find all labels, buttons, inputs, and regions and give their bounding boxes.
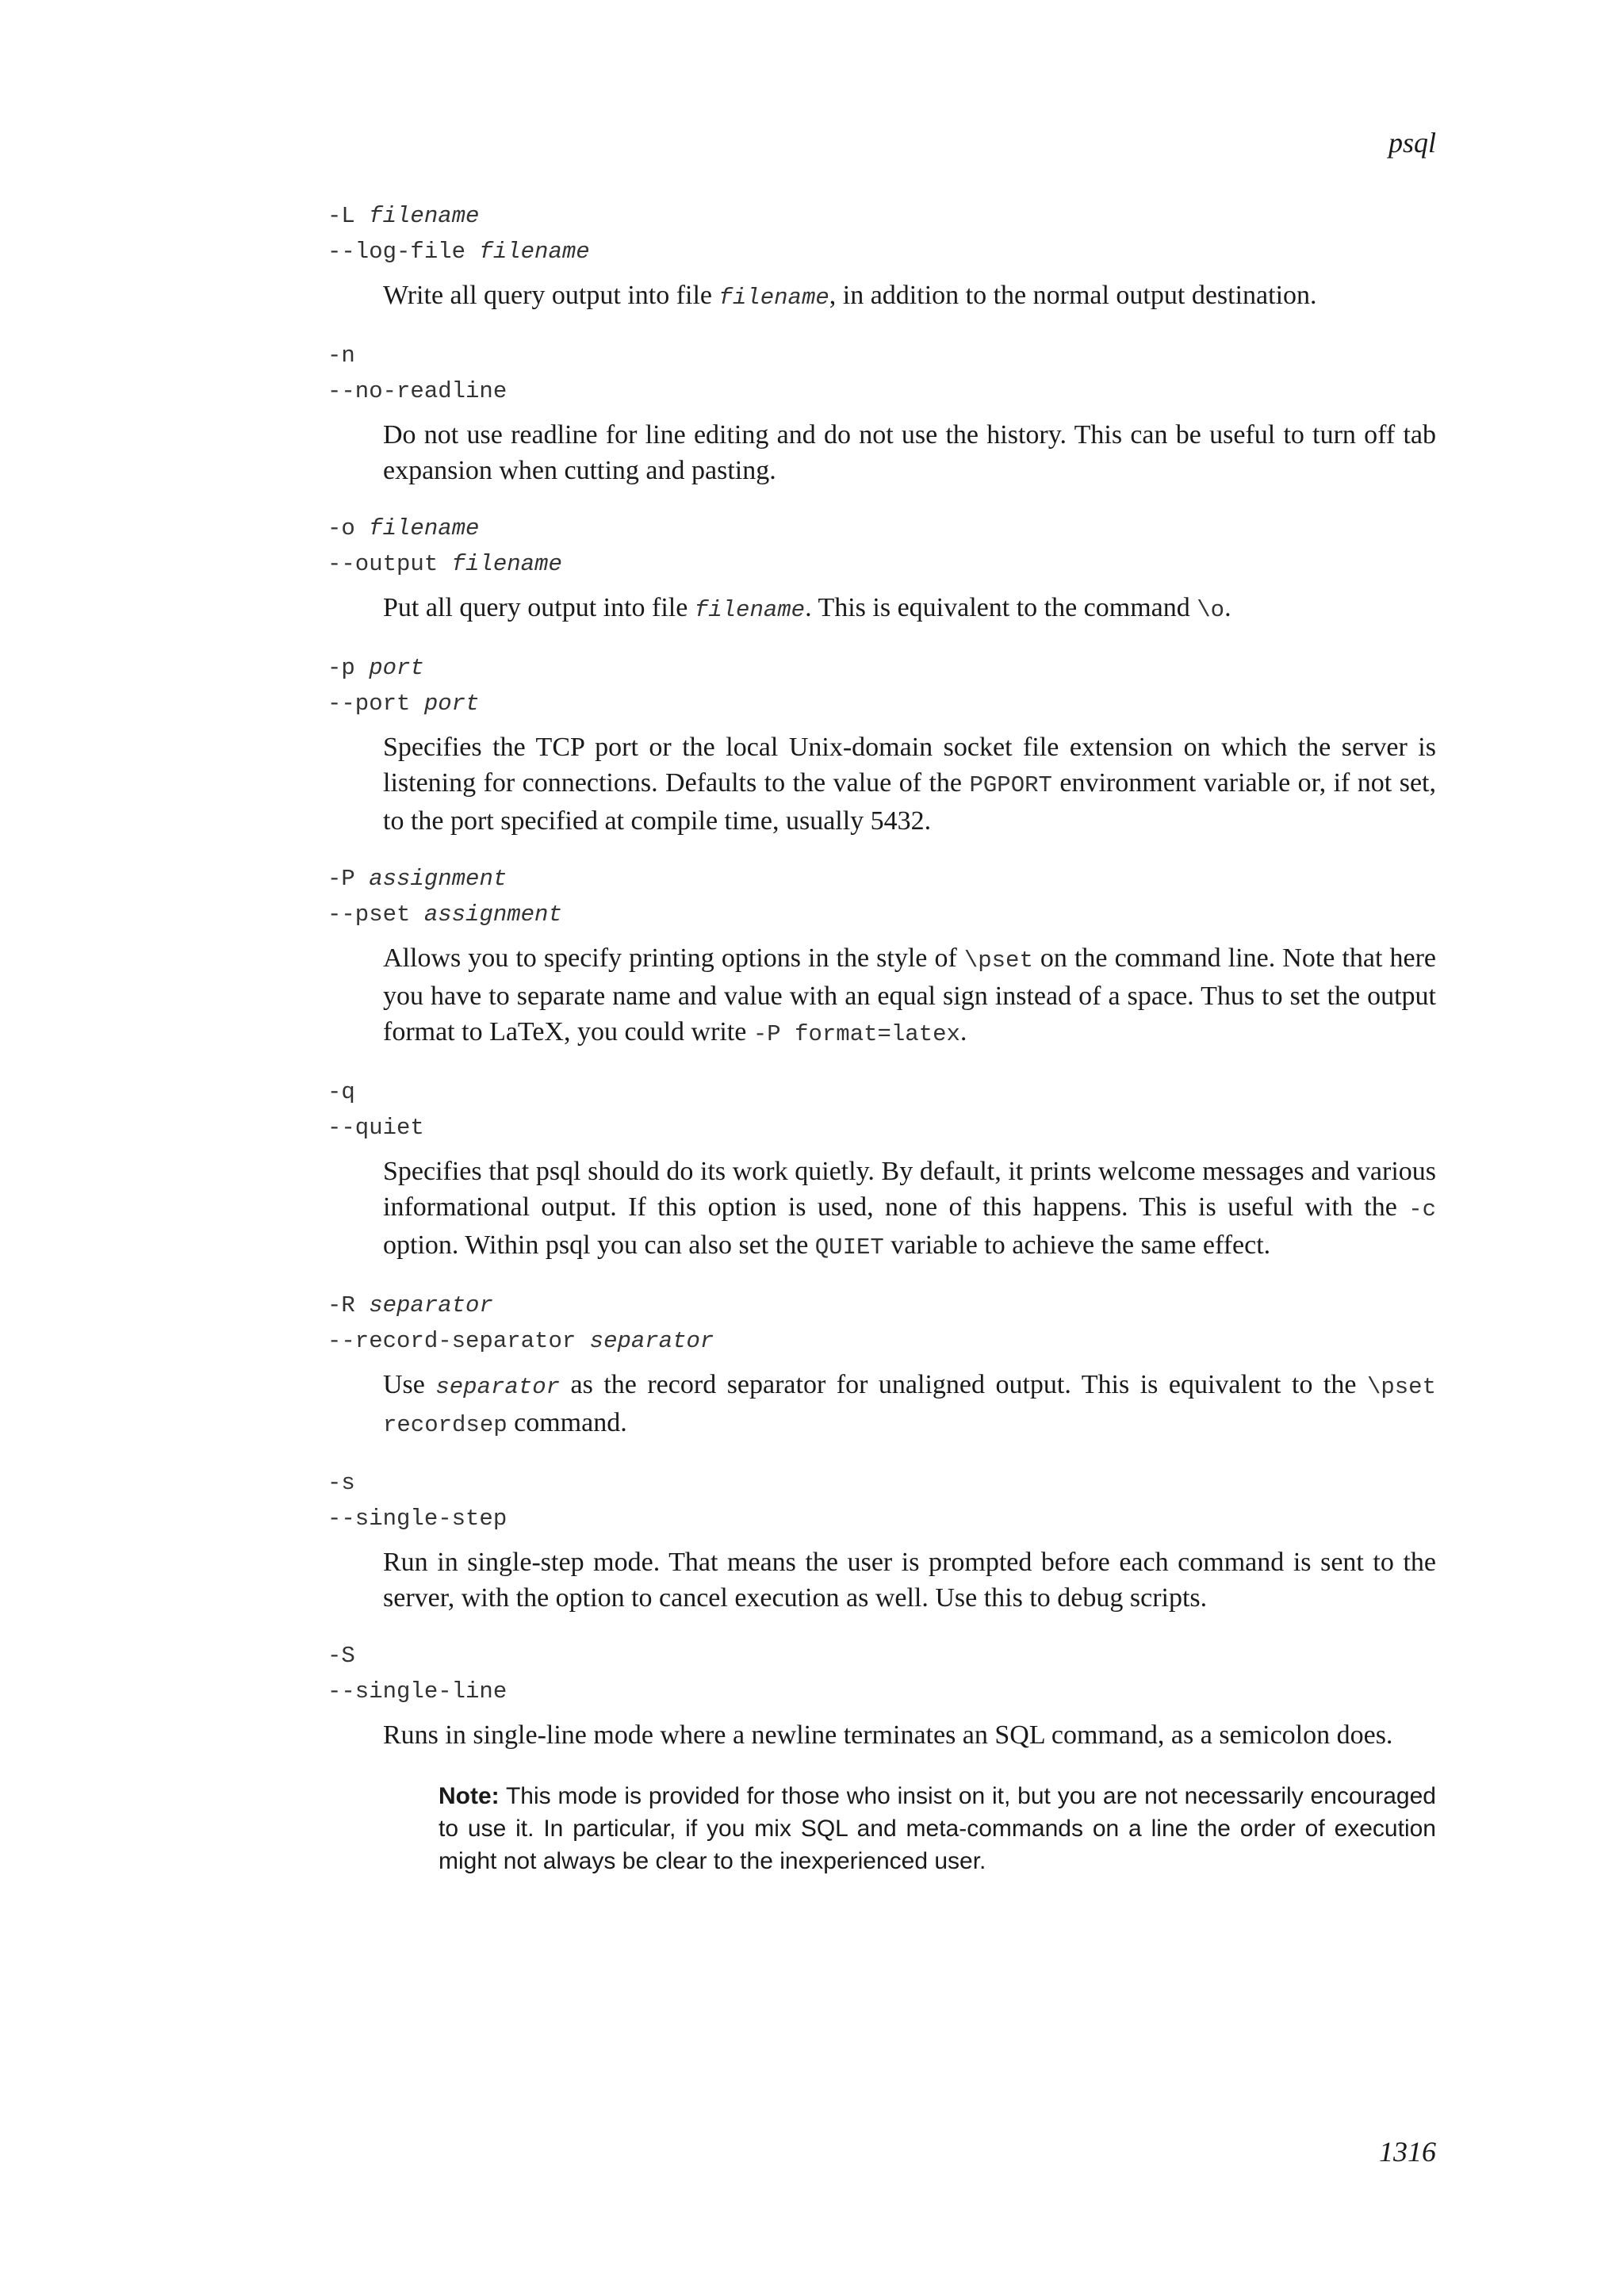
inline-replaceable: filename xyxy=(694,597,806,623)
description-text: Use xyxy=(383,1370,436,1399)
option-entry xyxy=(327,338,1436,488)
note-text: This mode is provided for those who insist on it, but you are not necessarily encouraged to use it. In particular, if you mix SQL and meta-commands on a line the order of execution might not always be clear to the inexperienced user. xyxy=(439,1783,1436,1874)
option-description xyxy=(383,277,1436,316)
note-box xyxy=(439,1780,1436,1877)
flag-name: --quiet xyxy=(327,1115,424,1141)
option-long-flag xyxy=(327,1110,1436,1146)
running-header: psql xyxy=(1388,127,1436,159)
description-text: command. xyxy=(507,1408,627,1437)
option-description xyxy=(383,590,1436,628)
flag-argument: separator xyxy=(369,1292,493,1318)
flag-name: --single-line xyxy=(327,1678,508,1705)
option-short-flag xyxy=(327,338,1436,373)
flag-name: -p xyxy=(327,655,355,681)
description-text: Specifies that psql should do its work quietly. By default, it prints welcome messages and various informational output. If this option is used, none of this happens. This is useful with the xyxy=(383,1157,1436,1222)
description-text: option. Within psql you can also set the xyxy=(383,1230,815,1260)
flag-argument: filename xyxy=(369,203,480,229)
flag-name: -S xyxy=(327,1643,355,1669)
flag-argument: assignment xyxy=(423,901,562,928)
description-text: Runs in single-line mode where a newline terminates an SQL command, as a semicolon does. xyxy=(383,1720,1393,1750)
flag-argument: filename xyxy=(479,239,590,265)
option-short-flag xyxy=(327,1465,1436,1501)
option-short-flag xyxy=(327,1288,1436,1323)
option-entry xyxy=(327,1074,1436,1265)
flag-name: --pset xyxy=(327,901,411,928)
option-entry xyxy=(327,511,1436,628)
flag-name: -s xyxy=(327,1470,355,1496)
description-text: . xyxy=(959,1017,967,1047)
flag-name: --record-separator xyxy=(327,1328,576,1354)
option-short-flag xyxy=(327,1074,1436,1110)
option-long-flag xyxy=(327,1674,1436,1709)
flag-name: -o xyxy=(327,515,355,541)
description-text: Put all query output into file xyxy=(383,593,695,622)
option-description xyxy=(383,1367,1436,1443)
description-text: variable to achieve the same effect. xyxy=(883,1230,1271,1260)
description-text: . This is equivalent to the command xyxy=(805,593,1197,622)
option-entry xyxy=(327,650,1436,839)
option-short-flag xyxy=(327,861,1436,897)
flag-argument: port xyxy=(423,691,480,717)
option-entry xyxy=(327,1465,1436,1616)
option-list xyxy=(327,198,1436,1877)
inline-code: \pset recordsep xyxy=(383,1374,1436,1438)
note-label: Note: xyxy=(439,1783,500,1809)
inline-code: PGPORT xyxy=(969,772,1052,798)
option-short-flag xyxy=(327,650,1436,686)
flag-name: --output xyxy=(327,551,439,577)
inline-code: QUIET xyxy=(814,1234,884,1261)
flag-name: --log-file xyxy=(327,239,466,265)
description-text: Allows you to specify printing options in the style of xyxy=(383,943,964,973)
description-text: Run in single-step mode. That means the user is prompted before each command is sent to the server, with the option to cancel execution as well. Use this to debug scripts. xyxy=(383,1548,1436,1613)
flag-name: --single-step xyxy=(327,1506,508,1532)
flag-argument: assignment xyxy=(369,866,508,892)
option-entry xyxy=(327,1288,1436,1443)
description-text: . xyxy=(1224,593,1231,622)
inline-code: -P format=latex xyxy=(753,1021,960,1047)
option-entry xyxy=(327,1638,1436,1877)
description-text: , in addition to the normal output destination. xyxy=(829,281,1317,310)
option-long-flag xyxy=(327,373,1436,409)
flag-argument: filename xyxy=(369,515,480,541)
option-entry xyxy=(327,198,1436,316)
option-description xyxy=(383,1154,1436,1265)
flag-name: --port xyxy=(327,691,411,717)
description-text: environment variable or, if not set, to the port specified at compile time, usually 5432. xyxy=(383,768,1436,836)
description-text: Do not use readline for line editing and do not use the history. This can be useful to turn off tab expansion when cutting and pasting. xyxy=(383,420,1436,485)
option-description xyxy=(383,1717,1436,1753)
flag-argument: separator xyxy=(589,1328,714,1354)
option-description xyxy=(383,729,1436,839)
option-short-flag xyxy=(327,1638,1436,1674)
option-description xyxy=(383,417,1436,488)
inline-replaceable: filename xyxy=(718,285,829,311)
flag-name: --no-readline xyxy=(327,378,508,404)
flag-name: -q xyxy=(327,1079,355,1105)
option-long-flag xyxy=(327,1501,1436,1536)
option-short-flag xyxy=(327,511,1436,546)
option-long-flag xyxy=(327,546,1436,582)
option-description xyxy=(383,940,1436,1052)
flag-name: -L xyxy=(327,203,355,229)
description-text: as the record separator for unaligned output. This is equivalent to the xyxy=(560,1370,1367,1399)
inline-code: -c xyxy=(1408,1196,1436,1223)
option-long-flag xyxy=(327,686,1436,721)
flag-name: -R xyxy=(327,1292,355,1318)
description-text: Write all query output into file xyxy=(383,281,719,310)
flag-argument: filename xyxy=(451,551,562,577)
option-long-flag xyxy=(327,897,1436,932)
inline-code: \o xyxy=(1197,597,1225,623)
description-text: Specifies the TCP port or the local Unix-domain socket file extension on which the server is listening for connections. Defaults to the value of the xyxy=(383,733,1436,798)
inline-replaceable: separator xyxy=(435,1374,561,1400)
option-short-flag xyxy=(327,198,1436,234)
flag-argument: port xyxy=(369,655,424,681)
inline-code: \pset xyxy=(963,947,1033,974)
option-description xyxy=(383,1544,1436,1616)
option-long-flag xyxy=(327,234,1436,270)
option-long-flag xyxy=(327,1323,1436,1359)
flag-name: -P xyxy=(327,866,355,892)
page-number: 1316 xyxy=(1379,2136,1436,2168)
description-text: on the command line. Note that here you have to separate name and value with an equal sign instead of a space. Thus to set the output format to LaTeX, you could write xyxy=(383,943,1436,1047)
flag-name: -n xyxy=(327,342,355,369)
option-entry xyxy=(327,861,1436,1052)
